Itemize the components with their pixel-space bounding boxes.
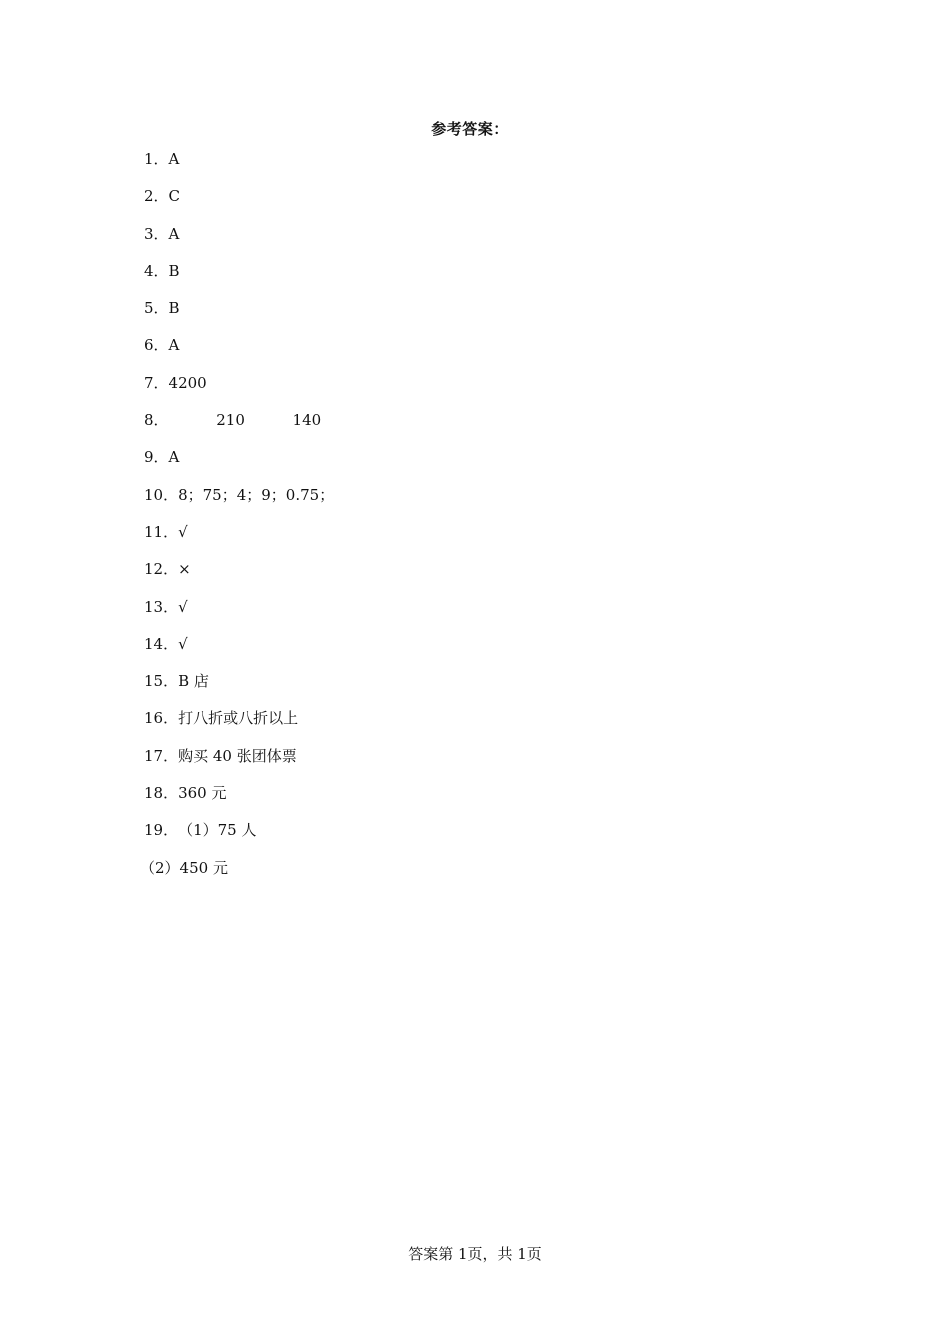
answer-item — [144, 297, 334, 334]
answer-number: 11． — [144, 522, 179, 541]
answer-text: （1）75 人 — [178, 821, 257, 840]
answer-text: × — [178, 560, 191, 579]
answer-item — [144, 633, 334, 670]
answer-number: 18． — [144, 784, 179, 803]
answer-item — [144, 260, 334, 297]
answer-text: 210 140 — [168, 411, 322, 430]
answer-number: 17． — [144, 746, 179, 765]
page-title: 参考答案： — [431, 120, 509, 138]
answer-number: 13． — [144, 597, 179, 616]
answer-text: 8；75；4；9；0.75； — [178, 485, 335, 504]
answer-item — [144, 148, 334, 185]
answer-number: 9． — [144, 448, 169, 467]
answer-item — [144, 670, 334, 707]
answer-text: 4200 — [168, 373, 207, 392]
answer-number: 14． — [144, 634, 179, 653]
answer-list — [140, 148, 335, 894]
answer-item — [144, 782, 334, 819]
answer-item — [144, 223, 334, 260]
answer-number: 6． — [144, 336, 169, 355]
answer-number: 8． — [144, 411, 169, 430]
answer-text: √ — [178, 522, 188, 541]
answer-item — [144, 596, 334, 633]
answer-number: 19． — [144, 821, 179, 840]
answer-number: 12． — [144, 560, 179, 579]
answer-item — [144, 372, 334, 409]
answer-item — [144, 409, 334, 446]
answer-number: 4． — [144, 261, 169, 280]
page-footer: 答案第 1页，共 1页 — [408, 1245, 542, 1263]
answer-text: B — [168, 299, 180, 318]
answer-item — [144, 185, 334, 222]
answer-text: √ — [178, 634, 188, 653]
answer-number: 1． — [144, 150, 169, 168]
answer-number: 3． — [144, 224, 169, 243]
answer-text: A — [168, 336, 180, 355]
answer-number: 15． — [144, 672, 179, 691]
answer-item — [144, 707, 334, 744]
answer-text: A — [168, 224, 180, 243]
answer-number: 10． — [144, 485, 179, 504]
answer-item — [144, 745, 334, 782]
answer-text: 打八折或八折以上 — [178, 709, 299, 728]
answer-item — [144, 521, 334, 558]
answer-number: 16． — [144, 709, 179, 728]
answer-text: B — [168, 261, 180, 280]
answer-text: 购买 40 张团体票 — [178, 746, 297, 765]
answer-item — [144, 558, 334, 595]
answer-text: C — [168, 187, 181, 206]
answer-number: 7． — [144, 373, 169, 392]
answer-item — [144, 484, 334, 521]
answer-text: B 店 — [178, 672, 209, 691]
answer-text: √ — [178, 597, 188, 616]
answer-item — [144, 446, 334, 483]
answer-number: 2． — [144, 187, 169, 206]
answer-text: A — [168, 150, 180, 168]
answer-text: 360 元 — [178, 784, 227, 803]
answer-text: A — [168, 448, 180, 467]
answer-item — [144, 334, 334, 371]
answer-text: （2）450 元 — [140, 858, 228, 877]
answer-item — [140, 857, 334, 894]
answer-item — [144, 819, 334, 856]
answer-number: 5． — [144, 299, 169, 318]
